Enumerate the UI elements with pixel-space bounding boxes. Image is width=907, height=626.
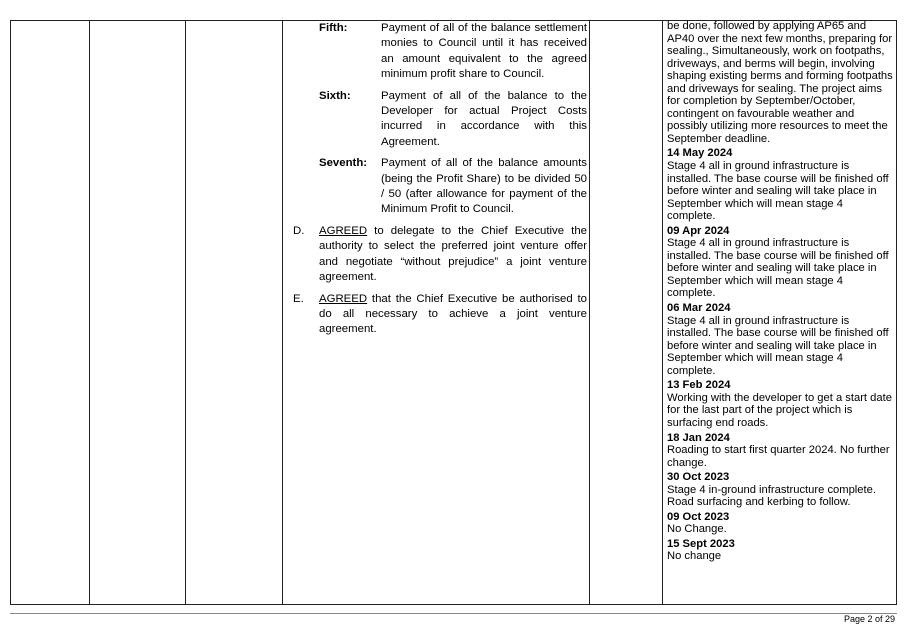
- page-number: Page 2 of 29: [843, 614, 895, 624]
- payment-term: Sixth:: [319, 89, 351, 102]
- resolution-cell: [291, 21, 591, 344]
- status-update-cell: [667, 20, 893, 563]
- resolution-letter: D.: [293, 224, 305, 237]
- entry-date: 14 May 2024: [667, 147, 733, 160]
- column-divider: [662, 21, 663, 604]
- resolution-keyword: AGREED: [319, 292, 368, 305]
- payment-row: [291, 89, 591, 151]
- entry-date: 09 Oct 2023: [667, 510, 730, 523]
- entry-text: Stage 4 all in ground infrastructure is installed. The base course will be finished off before winter and sealing will take place in September which will mean stage 4 complete.: [667, 160, 889, 223]
- payment-text: Payment of all of the balance settlement monies to Council until it has received an amount equivalent to the agreed minimum profit share to Council.: [381, 22, 587, 81]
- entry-text: Stage 4 in-ground infrastructure complete. Road surfacing and kerbing to follow.: [667, 483, 876, 509]
- entry-date: 15 Sept 2023: [667, 537, 735, 550]
- meeting-actions-table: [10, 20, 897, 605]
- entry-date: 30 Oct 2023: [667, 471, 730, 484]
- resolution-item: [291, 292, 591, 338]
- payment-row: [291, 21, 591, 83]
- resolution-keyword: AGREED: [319, 224, 368, 237]
- status-entry: [667, 432, 893, 470]
- status-entry: [667, 471, 893, 509]
- payment-row: [291, 156, 591, 218]
- status-continuation: be done, followed by applying AP65 and AP40 over the next few months, preparing for sealing., Simultaneously, work on footpaths, driveways, and berms will begin, involving shaping existing berms and forming footpaths and driveways for sealing. The project aims for completion by September/October, contingent on favourable weather and possibly utilizing more resources to meet the September deadline.: [667, 20, 893, 145]
- payment-text: Payment of all of the balance to the Developer for actual Project Costs incurred in accordance with this Agreement.: [381, 89, 587, 148]
- column-divider: [89, 21, 90, 604]
- status-entry: [667, 225, 893, 300]
- resolution-body: that the Chief Executive be authorised to do all necessary to achieve a joint venture agreement.: [319, 292, 587, 336]
- resolution-item: [291, 224, 591, 286]
- resolution-text: [319, 292, 587, 338]
- status-entry: [667, 511, 893, 536]
- entry-text: Roading to start first quarter 2024. No further change.: [667, 444, 890, 469]
- payment-text: Payment of all of the balance amounts (being the Profit Share) to be divided 50 / 50 (after allowance for payment of the Minimum Profit to Council.: [381, 157, 587, 216]
- entry-text: Working with the developer to get a start date for the last part of the project which is surfacing end roads.: [667, 391, 892, 429]
- entry-date: 09 Apr 2024: [667, 224, 730, 237]
- entry-date: 06 Mar 2024: [667, 302, 731, 315]
- entry-date: 18 Jan 2024: [667, 431, 730, 444]
- payment-term: Seventh:: [319, 157, 368, 170]
- entry-text: No Change.: [667, 523, 727, 536]
- payment-term: Fifth:: [319, 22, 348, 34]
- entry-text: No change: [667, 550, 722, 563]
- entry-text: Stage 4 all in ground infrastructure is installed. The base course will be finished off before winter and sealing will take place in September which will mean stage 4 complete.: [667, 314, 889, 377]
- column-divider: [185, 21, 186, 604]
- entry-date: 13 Feb 2024: [667, 379, 731, 392]
- resolution-text: [319, 224, 587, 286]
- column-divider: [282, 21, 283, 604]
- footer-divider: [10, 613, 897, 614]
- resolution-body: to delegate to the Chief Executive the authority to select the preferred joint venture offer and negotiate “without prejudice” a joint venture agreement.: [319, 224, 587, 284]
- status-entry: [667, 379, 893, 429]
- resolution-letter: E.: [293, 292, 304, 305]
- status-entry: [667, 147, 893, 222]
- status-entry: [667, 538, 893, 563]
- entry-text: Stage 4 all in ground infrastructure is installed. The base course will be finished off before winter and sealing will take place in September which will mean stage 4 complete.: [667, 237, 889, 300]
- status-entry: [667, 302, 893, 377]
